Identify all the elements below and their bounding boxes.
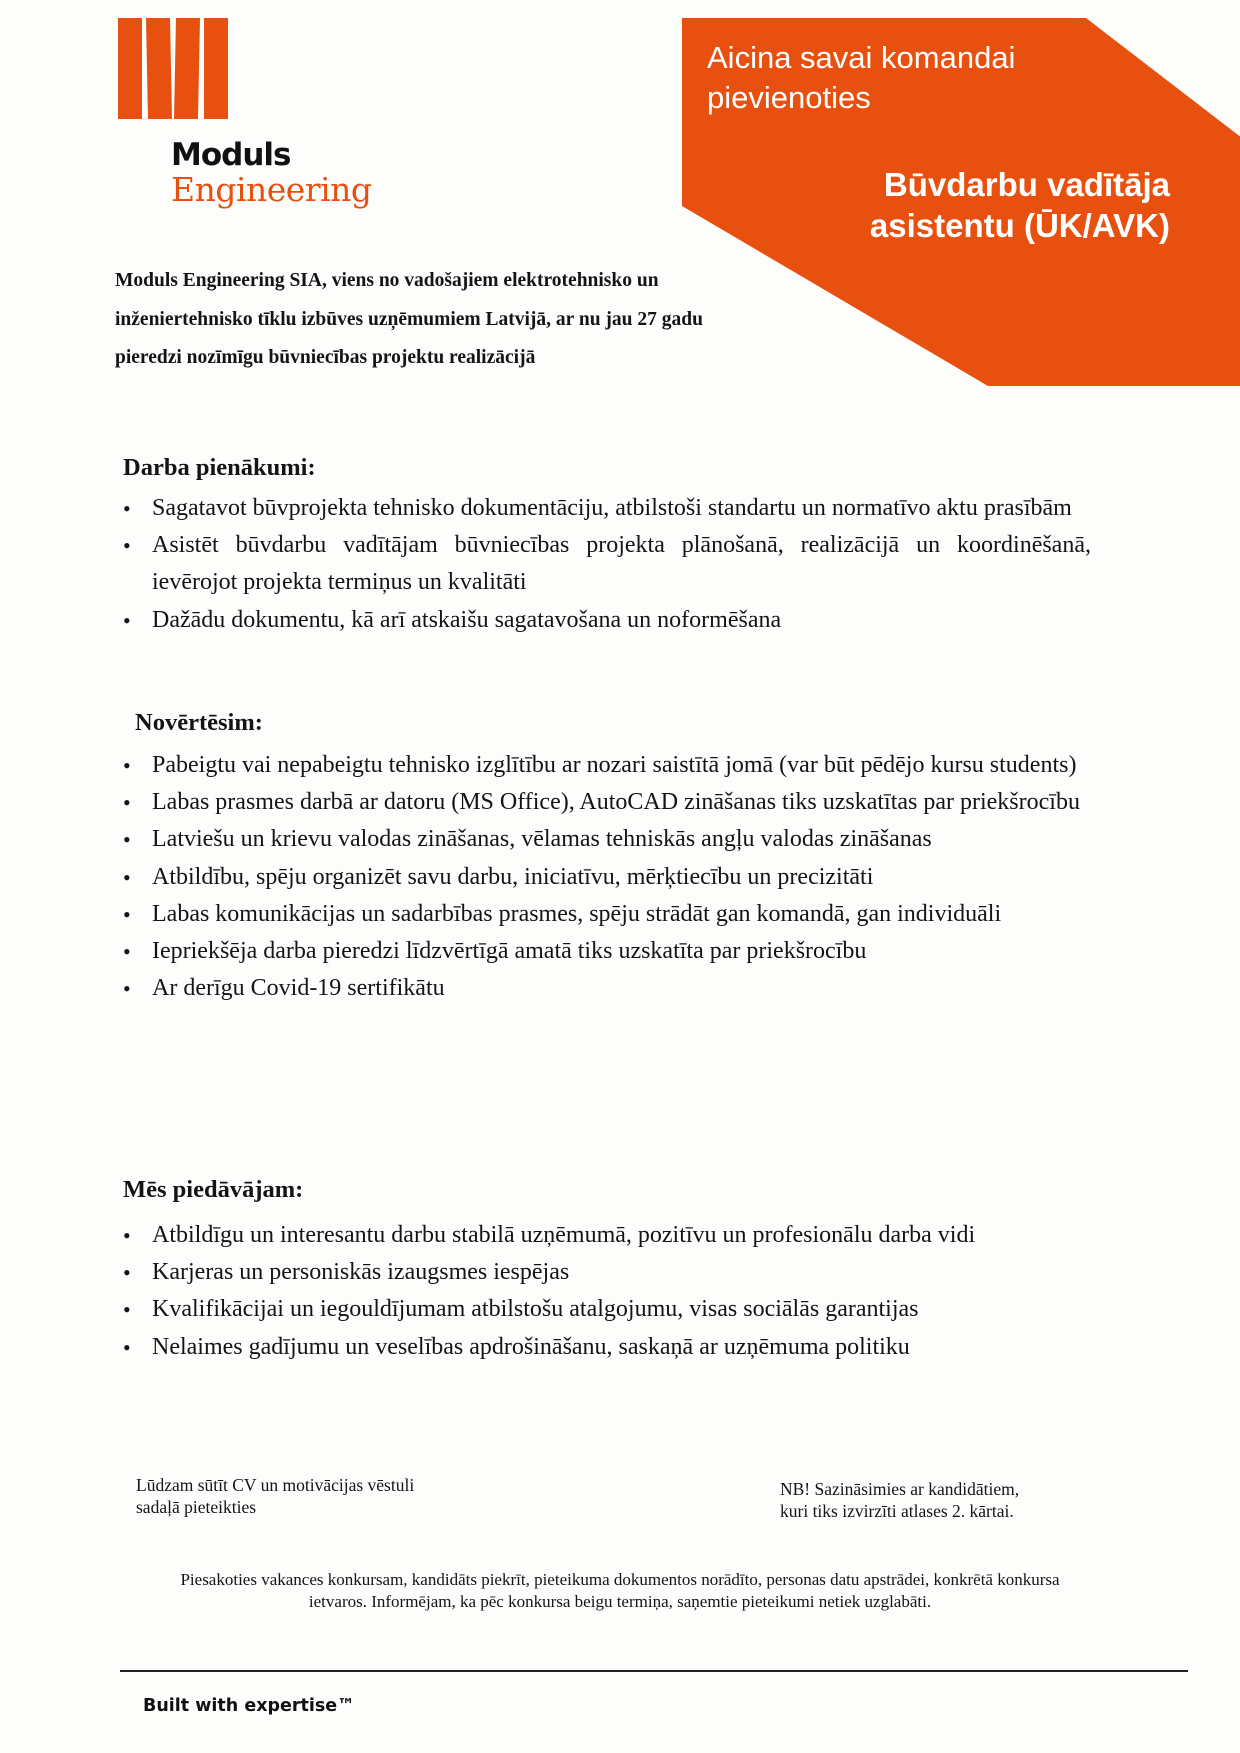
nb-note: NB! Sazināsimies ar kandidātiem, kuri tiks izvirzīti atlases 2. kārtai. xyxy=(780,1479,1020,1521)
list-item: • Asistēt būvdarbu vadītājam būvniecības projekta plānošanā, realizācijā un koordinēšanā, ievērojot projekta termiņus un kvalitāti xyxy=(123,532,1091,596)
requirements-list xyxy=(123,747,1091,1007)
list-item: • Sagatavot būvprojekta tehnisko dokumentāciju, atbilstoši standartu un normatīvo aktu prasībām xyxy=(123,495,1072,521)
logo-wordmark-engineering: Engineering xyxy=(171,170,372,209)
list-item: • Ar derīgu Covid-19 sertifikātu xyxy=(123,975,445,1002)
list-item: • Karjeras un personiskās izaugsmes iespējas xyxy=(123,1259,570,1286)
company-intro: Moduls Engineering SIA, viens no vadošajiem elektrotehnisko un inženiertehnisko tīklu izbūves uzņēmumiem Latvijā, ar nu jau 27 gadu pieredzi nozīmīgu būvniecības projektu realizācijā xyxy=(115,270,703,368)
logo-wordmark-moduls: Moduls xyxy=(171,137,291,173)
list-item: • Dažādu dokumentu, kā arī atskaišu sagatavošana un noformēšana xyxy=(123,606,782,633)
list-item: • Nelaimes gadījumu un veselības apdrošināšanu, saskaņā ar uzņēmuma politiku xyxy=(123,1333,910,1360)
list-item: • Kvalifikācijai un iegouldījumam atbilstošu atalgojumu, visas sociālās garantijas xyxy=(123,1296,919,1323)
brand-tagline: Built with expertise™ xyxy=(143,1696,355,1716)
list-item: • Atbildīgu un interesantu darbu stabilā uzņēmumā, pozitīvu un profesionālu darba vidi xyxy=(123,1222,976,1248)
list-item: • Pabeigtu vai nepabeigtu tehnisko izglītību ar nozari saistītā jomā (var būt pēdējo kursu students) xyxy=(123,752,1077,778)
banner-invite-text: Aicina savai komandai pievienoties xyxy=(707,40,1016,115)
m-mark-icon xyxy=(118,18,228,119)
duties-title: Darba pienākumi: xyxy=(123,454,316,481)
duties-list xyxy=(123,490,1091,639)
list-item: • Labas prasmes darbā ar datoru (MS Office), AutoCAD zināšanas tiks uzskatītas par priekšrocību xyxy=(123,789,1080,816)
banner-job-title: Būvdarbu vadītāja asistentu (ŪK/AVK) xyxy=(869,166,1170,244)
footer-divider xyxy=(120,1670,1188,1672)
list-item: • Latviešu un krievu valodas zināšanas, vēlamas tehniskās angļu valodas zināšanas xyxy=(123,826,932,853)
data-processing-disclaimer: Piesakoties vakances konkursam, kandidāts piekrīt, pieteikuma dokumentos norādīto, personas datu apstrādei, konkrētā konkursa ietvaros. Informējam, ka pēc konkursa beigu termiņa, saņemtie pieteikumi netiek uzglabāti. xyxy=(180,1570,1060,1611)
offer-title: Mēs piedāvājam: xyxy=(123,1176,304,1203)
apply-note: Lūdzam sūtīt CV un motivācijas vēstuli sadaļā pieteikties xyxy=(136,1475,415,1517)
requirements-title: Novērtēsim: xyxy=(135,709,263,736)
offer-list xyxy=(123,1217,1091,1366)
list-item: • Atbildību, spēju organizēt savu darbu, iniciatīvu, mērķtiecību un precizitāti xyxy=(123,863,874,890)
list-item: • Iepriekšēja darba pieredzi līdzvērtīgā amatā tiks uzskatīta par priekšrocību xyxy=(123,938,867,965)
list-item: • Labas komunikācijas un sadarbības prasmes, spēju strādāt gan komandā, gan individuāli xyxy=(123,900,1002,927)
